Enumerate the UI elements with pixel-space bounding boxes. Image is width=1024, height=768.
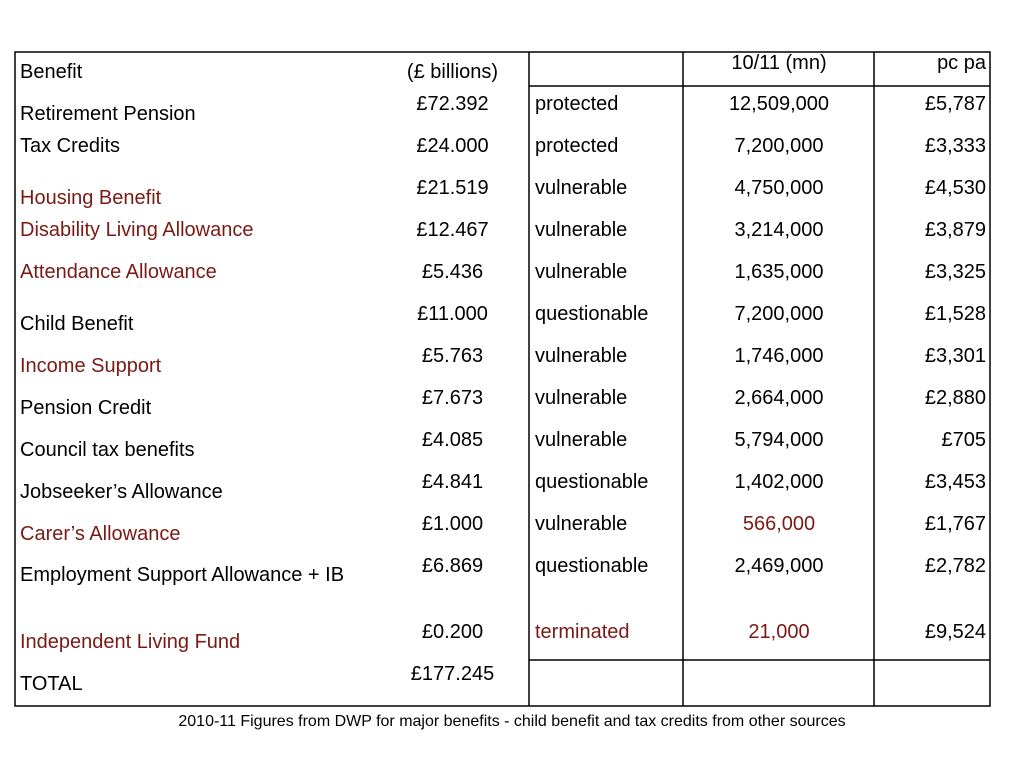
benefit-status: vulnerable	[535, 261, 628, 283]
benefit-per-capita: £3,333	[924, 135, 986, 157]
benefit-name: Housing Benefit	[20, 187, 162, 209]
benefit-cost: £5.436	[421, 261, 484, 283]
benefit-status: vulnerable	[535, 513, 628, 535]
benefit-cost: £4.841	[421, 471, 484, 493]
benefit-cost: £24.000	[416, 135, 489, 157]
benefit-cost: £11.000	[417, 303, 488, 325]
total-cost: £177.245	[410, 663, 495, 685]
benefit-per-capita: £705	[941, 429, 986, 451]
benefit-count: 21,000	[748, 621, 810, 643]
benefit-status: vulnerable	[535, 219, 628, 241]
benefit-status: questionable	[535, 303, 649, 325]
benefit-count: 4,750,000	[734, 177, 824, 199]
benefit-cost: £1.000	[421, 513, 484, 535]
benefit-count: 566,000	[742, 513, 816, 535]
benefit-count: 1,402,000	[734, 471, 824, 493]
benefit-cost: £12.467	[416, 219, 489, 241]
total-label: TOTAL	[20, 673, 83, 695]
benefit-name: Income Support	[20, 355, 162, 377]
benefit-per-capita: £3,301	[924, 345, 986, 367]
benefit-status: vulnerable	[535, 345, 628, 367]
benefit-count: 5,794,000	[734, 429, 824, 451]
header-cost: (£ billions)	[406, 61, 499, 83]
benefit-cost: £4.085	[421, 429, 484, 451]
header-benefit: Benefit	[20, 61, 83, 83]
benefit-status: vulnerable	[535, 429, 628, 451]
benefit-name: Employment Support Allowance + IB	[20, 564, 345, 586]
benefit-status: terminated	[535, 621, 630, 643]
benefit-count: 2,469,000	[734, 555, 824, 577]
benefit-count: 1,635,000	[734, 261, 824, 283]
footnote: 2010-11 Figures from DWP for major benefits - child benefit and tax credits from other sources	[178, 713, 846, 730]
benefit-name: Retirement Pension	[20, 103, 196, 125]
benefit-count: 7,200,000	[734, 135, 824, 157]
benefit-cost: £6.869	[421, 555, 484, 577]
benefit-per-capita: £1,767	[924, 513, 986, 535]
benefit-status: protected	[535, 135, 619, 157]
benefit-per-capita: £1,528	[924, 303, 986, 325]
benefit-name: Independent Living Fund	[20, 631, 241, 653]
benefit-count: 12,509,000	[728, 93, 830, 115]
benefit-name: Attendance Allowance	[20, 261, 217, 283]
benefit-cost: £0.200	[421, 621, 484, 643]
benefit-cost: £7.673	[421, 387, 484, 409]
benefit-name: Pension Credit	[20, 397, 152, 419]
benefit-per-capita: £3,879	[924, 219, 986, 241]
benefit-name: Disability Living Allowance	[20, 219, 254, 241]
benefit-count: 2,664,000	[734, 387, 824, 409]
benefit-per-capita: £5,787	[924, 93, 986, 115]
benefit-cost: £21.519	[416, 177, 489, 199]
benefit-status: vulnerable	[535, 387, 628, 409]
benefit-per-capita: £4,530	[924, 177, 986, 199]
benefit-name: Jobseeker’s Allowance	[20, 481, 223, 503]
header-count: 10/11 (mn)	[731, 52, 827, 74]
benefit-name: Carer’s Allowance	[20, 523, 181, 545]
header-per-capita: pc pa	[937, 52, 986, 74]
benefit-per-capita: £2,782	[924, 555, 986, 577]
benefit-status: questionable	[535, 555, 649, 577]
benefit-cost: £5.763	[421, 345, 484, 367]
benefit-cost: £72.392	[416, 93, 489, 115]
benefit-status: questionable	[535, 471, 649, 493]
benefit-name: Council tax benefits	[20, 439, 195, 461]
benefit-count: 3,214,000	[734, 219, 824, 241]
benefit-count: 7,200,000	[734, 303, 824, 325]
benefit-per-capita: £9,524	[924, 621, 986, 643]
benefit-per-capita: £2,880	[924, 387, 986, 409]
benefit-name: Child Benefit	[20, 313, 134, 335]
benefit-status: protected	[535, 93, 619, 115]
benefit-per-capita: £3,453	[924, 471, 986, 493]
benefit-name: Tax Credits	[20, 135, 121, 157]
benefit-status: vulnerable	[535, 177, 628, 199]
benefit-per-capita: £3,325	[924, 261, 986, 283]
benefit-count: 1,746,000	[734, 345, 824, 367]
